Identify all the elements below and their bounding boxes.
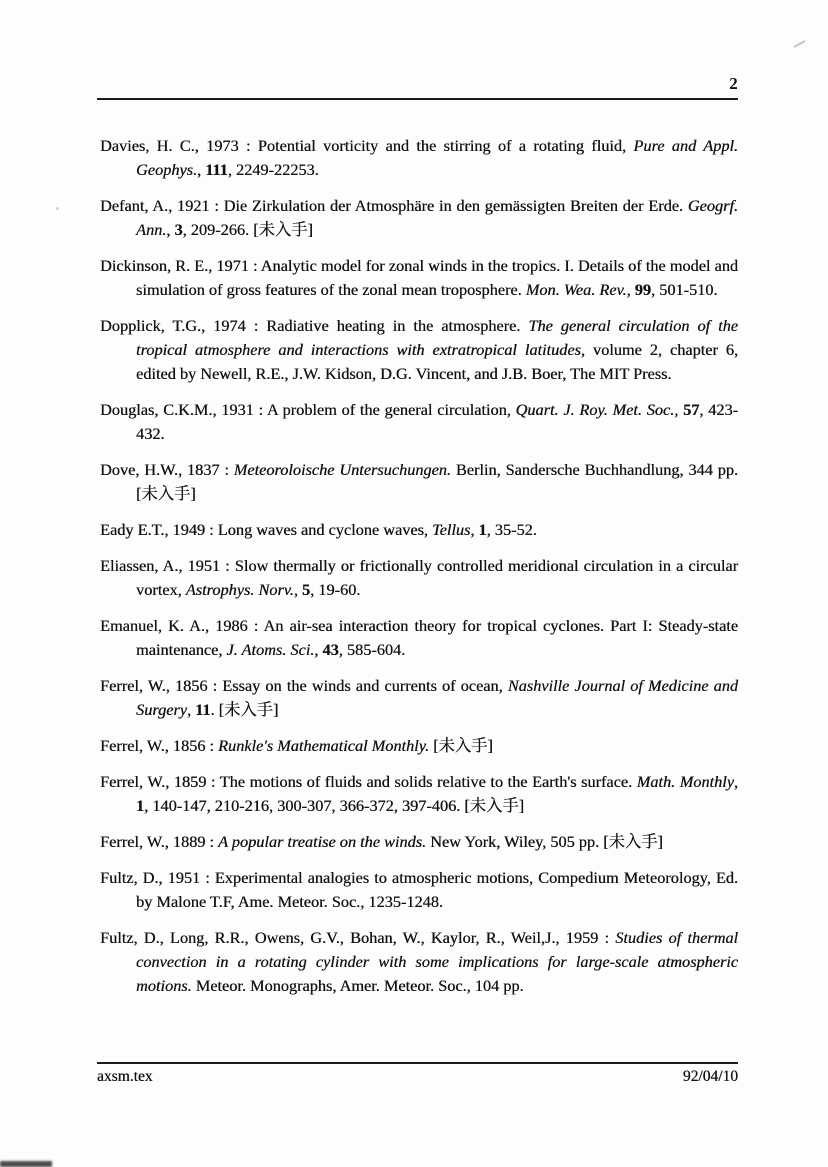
reference-text-segment: 1 [478, 520, 487, 539]
reference-text-segment: , [626, 280, 635, 299]
reference-text-segment: 111 [205, 160, 228, 179]
reference-entry [100, 194, 738, 242]
reference-text-segment: , 209-266. [未入手] [182, 220, 313, 239]
reference-text-segment: Ferrel, W., 1859 : The motions of fluids and solids relative to the Earth's surface. [100, 772, 637, 791]
reference-text-segment: Meteoroloische Untersuchungen. [233, 460, 451, 479]
reference-text-segment: 99 [634, 280, 651, 299]
reference-text-segment: Ferrel, W., 1889 : [100, 832, 219, 851]
reference-entry [100, 674, 738, 722]
reference-text-segment: , [674, 400, 684, 419]
reference-text-segment: New York, Wiley, 505 pp. [未入手] [426, 832, 663, 851]
reference-text-segment: , [470, 520, 479, 539]
reference-text-segment: J. Atoms. Sci. [226, 640, 315, 659]
reference-text-segment: Eady E.T., 1949 : Long waves and cyclone waves, [100, 520, 433, 539]
reference-text-segment: , 423-432. [136, 400, 739, 443]
reference-text-segment: 5 [301, 580, 311, 599]
reference-text-segment: Math. Monthly [636, 772, 734, 791]
reference-text-segment: Fultz, D., Long, R.R., Owens, G.V., Bohan, W., Kaylor, R., Weil,J., 1959 : [100, 928, 616, 947]
reference-entry [100, 926, 738, 998]
reference-text-segment: 3 [174, 220, 183, 239]
reference-text-segment: Eliassen, A., 1951 : Slow thermally or frictionally controlled meridional circulation in a circular vortex, [100, 556, 738, 599]
reference-text-segment: Ferrel, W., 1856 : [100, 736, 219, 755]
reference-text-segment: , 35-52. [486, 520, 537, 539]
reference-text-segment: , 19-60. [310, 580, 361, 599]
reference-entry [100, 254, 738, 302]
reference-text-segment: Douglas, C.K.M., 1931 : A problem of the general circulation, [100, 400, 516, 419]
reference-text-segment: 1 [136, 796, 145, 815]
reference-entry [100, 398, 738, 446]
reference-text-segment: Astrophys. Norv. [185, 580, 294, 599]
reference-entry [100, 554, 738, 602]
reference-entry [100, 458, 738, 506]
reference-text-segment: , [186, 700, 196, 719]
scan-artifact-bottom-left [0, 1161, 52, 1167]
scan-speck-top-right [793, 40, 805, 48]
scan-speck-left [56, 207, 59, 210]
reference-text-segment: Defant, A., 1921 : Die Zirkulation der Atmosphäre in den gemässigten Breiten der Erde. [100, 196, 688, 215]
reference-text-segment: , [293, 580, 302, 599]
reference-text-segment: Tellus [432, 520, 471, 539]
reference-entry [100, 866, 738, 914]
reference-entry [100, 770, 738, 818]
reference-text-segment: , [733, 772, 738, 791]
reference-text-segment: Pure and Appl. Geophys. [136, 136, 739, 179]
page-footer [97, 1062, 738, 1086]
reference-entry [100, 134, 738, 182]
reference-text-segment: Ferrel, W., 1856 : Essay on the winds and currents of ocean, [100, 676, 508, 695]
reference-text-segment: Fultz, D., 1951 : Experimental analogies to atmospheric motions, Compedium Meteorology, Ed. by Malone T.F, Ame. Meteor. Soc., 1235-1248. [100, 868, 738, 911]
page-header [97, 74, 738, 100]
reference-entry [100, 734, 738, 758]
reference-text-segment: Geogrf. Ann. [136, 196, 738, 239]
reference-text-segment: , 140-147, 210-216, 300-307, 366-372, 397-406. [未入手] [144, 796, 524, 815]
reference-text-segment: 57 [683, 400, 700, 419]
reference-text-segment: [未入手] [429, 736, 493, 755]
reference-entry [100, 518, 738, 542]
reference-text-segment: 11 [195, 700, 211, 719]
reference-text-segment: , volume 2, chapter 6, edited by Newell, R.E., J.W. Kidson, D.G. Vincent, and J.B. Boer, The MIT Press. [136, 340, 739, 383]
reference-text-segment: The general circulation of the tropical atmosphere and interactions with extratropical latitudes [136, 316, 738, 359]
page-number: 2 [729, 74, 738, 93]
reference-text-segment: Nashville Journal of Medicine and Surgery [136, 676, 738, 719]
reference-text-segment: Studies of thermal convection in a rotating cylinder with some implications for large-scale atmospheric motions. [136, 928, 739, 995]
reference-text-segment: 43 [322, 640, 339, 659]
reference-list [100, 134, 738, 1010]
reference-text-segment: , 501-510. [650, 280, 718, 299]
reference-text-segment: Meteor. Monographs, Amer. Meteor. Soc., 104 pp. [191, 976, 524, 995]
reference-text-segment: Davies, H. C., 1973 : Potential vorticity and the stirring of a rotating fluid, [100, 136, 634, 155]
reference-text-segment: Dopplick, T.G., 1974 : Radiative heating in the atmosphere. [100, 316, 529, 335]
reference-entry [100, 830, 738, 854]
reference-text-segment: , [166, 220, 175, 239]
reference-entry [100, 314, 738, 386]
reference-text-segment: Berlin, Sandersche Buchhandlung, 344 pp. [未入手] [136, 460, 739, 503]
reference-text-segment: A popular treatise on the winds. [218, 832, 427, 851]
reference-text-segment: Emanuel, K. A., 1986 : An air-sea interaction theory for tropical cyclones. Part I: Steady-state maintenance, [100, 616, 738, 659]
reference-text-segment: , [314, 640, 323, 659]
footer-date: 92/04/10 [682, 1068, 738, 1085]
reference-text-segment: , 585-604. [338, 640, 406, 659]
reference-text-segment: Runkle's Mathematical Monthly. [218, 736, 430, 755]
reference-text-segment: Dove, H.W., 1837 : [100, 460, 234, 479]
reference-text-segment: , [197, 160, 206, 179]
reference-text-segment: Dickinson, R. E., 1971 : Analytic model for zonal winds in the tropics. I. Details of the model and simulation of gross features of the zonal mean troposphere. [100, 256, 738, 299]
footer-filename: axsm.tex [97, 1068, 153, 1085]
reference-text-segment: Mon. Wea. Rev. [525, 280, 627, 299]
reference-text-segment: . [未入手] [210, 700, 279, 719]
reference-text-segment: Quart. J. Roy. Met. Soc. [515, 400, 675, 419]
reference-text-segment: , 2249-22253. [227, 160, 319, 179]
reference-entry [100, 614, 738, 662]
